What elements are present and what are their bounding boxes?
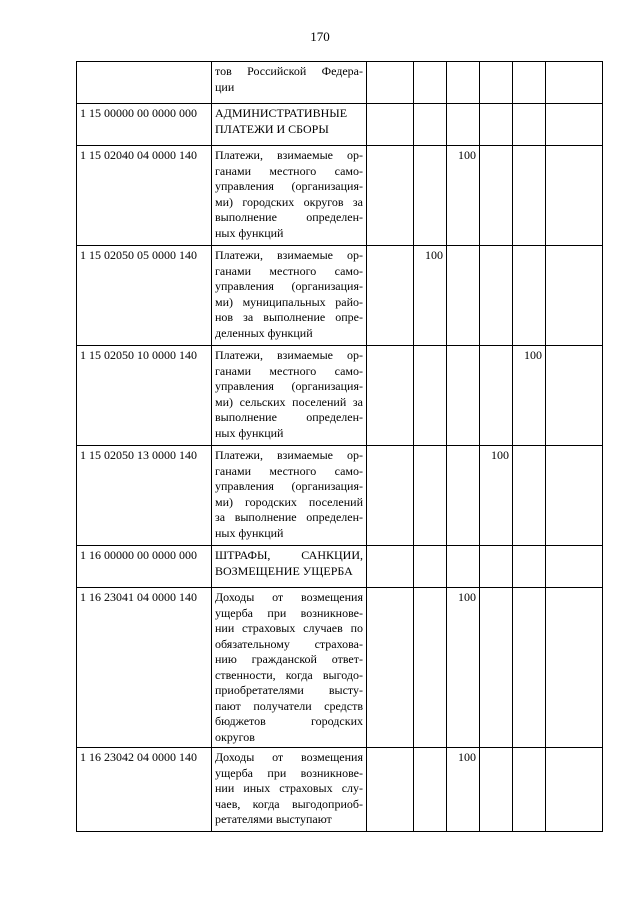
budget-code-cell: 1 15 02050 13 0000 140 (77, 446, 212, 546)
percentage-cell-2 (414, 748, 447, 832)
percentage-cell-3 (447, 588, 480, 748)
percentage-cell-6 (546, 246, 603, 346)
revenue-name-line: управления (организация- (215, 179, 363, 193)
budget-code-cell: 1 16 23042 04 0000 140 (77, 748, 212, 832)
revenue-name-line: ВОЗМЕЩЕНИЕ УЩЕРБА (215, 563, 353, 578)
revenue-name-line: за выполнение определен- (215, 510, 363, 524)
percentage-cell-5 (513, 546, 546, 588)
revenue-name-line: пают получатели средств (215, 698, 363, 713)
table-row (77, 748, 603, 832)
percentage-cell-5 (513, 346, 546, 446)
revenue-name-cell (212, 446, 367, 546)
percentage-cell-4 (480, 104, 513, 146)
revenue-name-line: приобретателями высту- (215, 683, 363, 697)
revenue-name-cell (212, 62, 367, 104)
percentage-cell-6 (546, 146, 603, 246)
revenue-name-line: ШТРАФЫ, САНКЦИИ, (215, 548, 363, 562)
percentage-cell-1 (367, 546, 414, 588)
revenue-name-line: обязательному страхова- (215, 636, 363, 651)
revenue-name-line: ретателями выступают (215, 812, 332, 826)
percentage-cell-5 (513, 588, 546, 748)
percentage-value: 100 (458, 750, 476, 764)
percentage-cell-2 (414, 104, 447, 146)
revenue-name-line: ганами местного само- (215, 363, 363, 378)
revenue-name-line: ных функций (215, 425, 284, 440)
percentage-cell-1 (367, 588, 414, 748)
percentage-cell-4 (480, 146, 513, 246)
budget-code-cell: 1 15 02040 04 0000 140 (77, 146, 212, 246)
percentage-cell-1 (367, 446, 414, 546)
revenue-name-line: Платежи, взимаемые ор- (215, 348, 363, 362)
revenue-name-cell (212, 146, 367, 246)
revenue-name-line: ми) городских округов за (215, 194, 363, 209)
percentage-cell-5 (513, 146, 546, 246)
table-row (77, 104, 603, 146)
percentage-cell-6 (546, 62, 603, 104)
percentage-cell-2 (414, 246, 447, 346)
percentage-cell-4 (480, 346, 513, 446)
percentage-cell-4 (480, 246, 513, 346)
revenue-name-line: деленных функций (215, 325, 313, 340)
revenue-name-line: АДМИНИСТРАТИВНЫЕ (215, 106, 348, 120)
percentage-cell-1 (367, 146, 414, 246)
budget-code-cell (77, 62, 212, 104)
percentage-value: 100 (491, 448, 509, 462)
percentage-cell-3 (447, 104, 480, 146)
percentage-cell-4 (480, 588, 513, 748)
table-row (77, 346, 603, 446)
percentage-cell-2 (414, 62, 447, 104)
table-row (77, 588, 603, 748)
revenue-classification-table (76, 61, 603, 832)
percentage-cell-3 (447, 446, 480, 546)
revenue-name-line: нии страховых случаев по (215, 621, 363, 635)
percentage-cell-6 (546, 546, 603, 588)
percentage-value: 100 (458, 590, 476, 604)
revenue-name-line: выполнение определен- (215, 210, 363, 224)
revenue-name-cell (212, 546, 367, 588)
revenue-name-line: чаев, когда выгодоприоб- (215, 796, 363, 811)
revenue-name-line: ми) муниципальных райо- (215, 294, 363, 309)
revenue-name-line: тов Российской Федера- (215, 64, 363, 78)
percentage-cell-3 (447, 346, 480, 446)
revenue-name-line: управления (организация- (215, 279, 363, 293)
revenue-name-line: нии иных страховых слу- (215, 781, 363, 795)
percentage-cell-6 (546, 346, 603, 446)
revenue-name-line: Доходы от возмещения (215, 590, 363, 604)
percentage-cell-1 (367, 346, 414, 446)
percentage-cell-5 (513, 446, 546, 546)
percentage-cell-2 (414, 146, 447, 246)
revenue-name-line: ных функций (215, 525, 284, 540)
percentage-cell-3 (447, 246, 480, 346)
budget-code-cell: 1 15 00000 00 0000 000 (77, 104, 212, 146)
budget-code-cell: 1 16 00000 00 0000 000 (77, 546, 212, 588)
percentage-cell-4 (480, 546, 513, 588)
revenue-name-line: нию гражданской ответ- (215, 652, 363, 666)
percentage-cell-5 (513, 748, 546, 832)
revenue-name-line: Платежи, взимаемые ор- (215, 248, 363, 262)
table-row (77, 246, 603, 346)
revenue-name-line: бюджетов городских (215, 714, 363, 728)
revenue-name-cell (212, 588, 367, 748)
revenue-name-cell (212, 246, 367, 346)
percentage-value: 100 (458, 148, 476, 162)
percentage-cell-1 (367, 748, 414, 832)
budget-code-cell: 1 15 02050 10 0000 140 (77, 346, 212, 446)
revenue-name-cell (212, 104, 367, 146)
revenue-name-line: ции (215, 79, 235, 94)
percentage-value: 100 (524, 348, 542, 362)
percentage-cell-6 (546, 446, 603, 546)
revenue-name-line: ганами местного само- (215, 263, 363, 278)
percentage-cell-5 (513, 62, 546, 104)
percentage-cell-6 (546, 104, 603, 146)
revenue-name-line: выполнение определен- (215, 410, 363, 424)
percentage-cell-1 (367, 104, 414, 146)
percentage-cell-5 (513, 104, 546, 146)
revenue-name-line: ганами местного само- (215, 163, 363, 178)
revenue-name-cell (212, 748, 367, 832)
percentage-cell-1 (367, 246, 414, 346)
table-row (77, 62, 603, 104)
percentage-cell-3 (447, 546, 480, 588)
percentage-cell-4 (480, 62, 513, 104)
percentage-cell-2 (414, 588, 447, 748)
percentage-cell-3 (447, 146, 480, 246)
revenue-name-line: округов (215, 729, 255, 744)
revenue-name-line: ущерба при возникнове- (215, 605, 363, 620)
revenue-name-line: ми) городских поселений (215, 494, 363, 509)
revenue-name-line: Платежи, взимаемые ор- (215, 448, 363, 462)
revenue-name-line: ных функций (215, 225, 284, 240)
percentage-cell-3 (447, 748, 480, 832)
percentage-cell-2 (414, 346, 447, 446)
table-row (77, 146, 603, 246)
revenue-name-line: Платежи, взимаемые ор- (215, 148, 363, 162)
revenue-name-line: Доходы от возмещения (215, 750, 363, 764)
percentage-cell-1 (367, 62, 414, 104)
revenue-name-line: управления (организация- (215, 479, 363, 493)
percentage-cell-5 (513, 246, 546, 346)
percentage-value: 100 (425, 248, 443, 262)
revenue-name-line: ПЛАТЕЖИ И СБОРЫ (215, 121, 329, 136)
percentage-cell-3 (447, 62, 480, 104)
percentage-cell-6 (546, 748, 603, 832)
budget-code-cell: 1 16 23041 04 0000 140 (77, 588, 212, 748)
percentage-cell-2 (414, 446, 447, 546)
revenue-name-line: ганами местного само- (215, 463, 363, 478)
percentage-cell-6 (546, 588, 603, 748)
page-number: 170 (310, 29, 330, 44)
percentage-cell-4 (480, 748, 513, 832)
revenue-name-line: управления (организация- (215, 379, 363, 393)
revenue-name-line: ущерба при возникнове- (215, 765, 363, 780)
table-row (77, 546, 603, 588)
percentage-cell-4 (480, 446, 513, 546)
revenue-name-line: ми) сельских поселений за (215, 394, 363, 409)
budget-code-cell: 1 15 02050 05 0000 140 (77, 246, 212, 346)
table-row (77, 446, 603, 546)
percentage-cell-2 (414, 546, 447, 588)
revenue-name-cell (212, 346, 367, 446)
revenue-name-line: ственности, когда выгодо- (215, 667, 363, 682)
revenue-name-line: нов за выполнение опре- (215, 310, 363, 324)
